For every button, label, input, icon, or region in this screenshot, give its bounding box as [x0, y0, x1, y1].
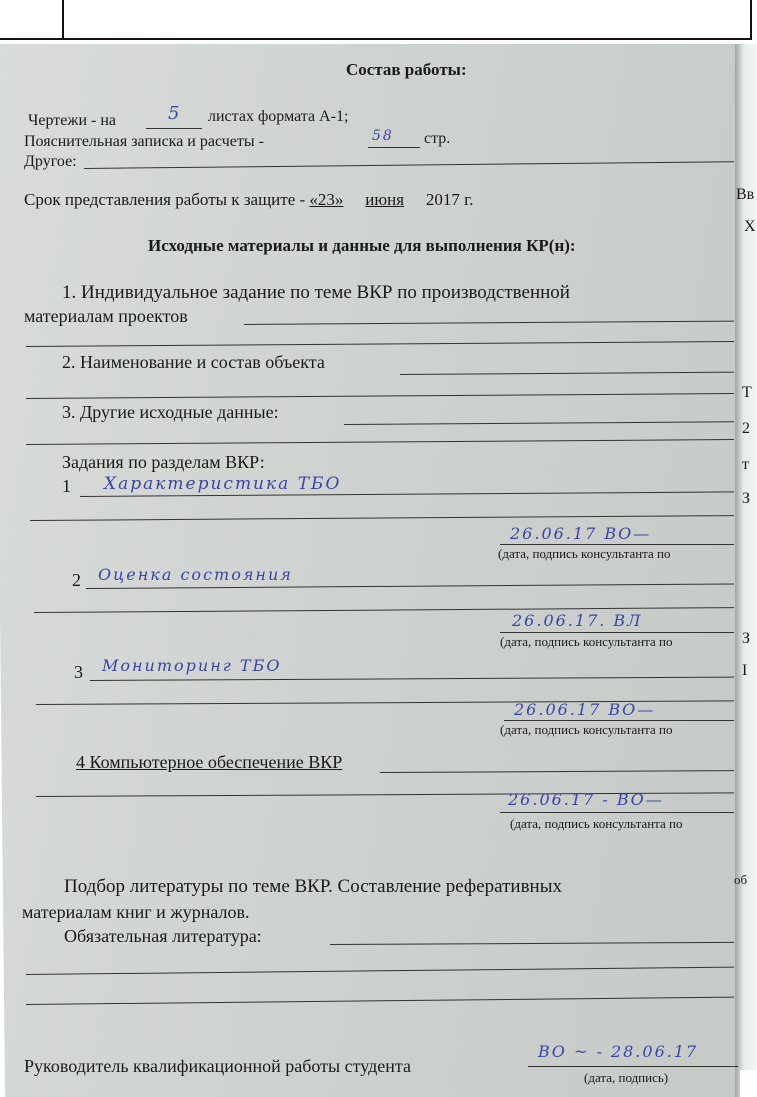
item1-text: 1. Индивидуальное задание по теме ВКР по производственной — [62, 282, 570, 303]
item3-text: 3. Другие исходные данные: — [62, 402, 279, 422]
task1-caption: (дата, подпись консультанта по — [498, 546, 671, 561]
edge-fragment-5: т — [742, 456, 749, 473]
task3-number: 3 — [74, 662, 83, 682]
notes-line — [368, 147, 420, 148]
edge-fragment-3: Т — [742, 384, 752, 401]
edge-fragment-8: I — [742, 662, 748, 679]
item2-text: 2. Наименование и состав объекта — [62, 352, 325, 372]
task3-caption: (дата, подпись консультанта по — [500, 722, 673, 737]
tasks-label: Задания по разделам ВКР: — [62, 452, 265, 472]
task2-signature: 26.06.17. ВЛ — [512, 611, 643, 630]
task3-sign-line — [504, 720, 734, 721]
required-literature-label: Обязательная литература: — [64, 926, 262, 946]
supervisor-caption: (дата, подпись) — [584, 1070, 669, 1085]
initial-data-heading: Исходные материалы и данные для выполнения КР(н): — [148, 236, 576, 255]
supervisor-label: Руководитель квалификационной работы студента — [24, 1056, 411, 1076]
task3-text: Мониторинг ТБО — [102, 656, 282, 675]
drawings-label: Чертежи - на — [28, 112, 116, 129]
task1-text: Характеристика ТБО — [104, 474, 342, 494]
edge-fragment-7: З — [742, 630, 751, 647]
literature-text-cont: материалам книг и журналов. — [22, 902, 250, 922]
task4-signature: 26.06.17 - ВО— — [508, 790, 664, 809]
deadline-label: Срок представления работы к защите - — [24, 190, 306, 209]
task2-sign-line — [500, 632, 734, 633]
edge-fragment-9: об — [734, 872, 748, 887]
task2-caption: (дата, подпись консультанта по — [500, 634, 673, 649]
task1-signature: 26.06.17 ВО— — [510, 524, 652, 543]
task3-signature: 26.06.17 ВО— — [514, 700, 656, 719]
drawings-line — [146, 128, 202, 129]
section-title: Состав работы: — [346, 60, 467, 79]
notes-suffix: стр. — [424, 130, 451, 147]
literature-text: Подбор литературы по теме ВКР. Составление реферативных — [64, 876, 562, 897]
supervisor-signature: ВО ~ - 28.06.17 — [538, 1042, 699, 1061]
notes-value: 58 — [372, 128, 394, 144]
deadline-year: 2017 г. — [425, 190, 474, 209]
deadline-month: июня — [365, 190, 405, 209]
edge-fragment-4: 2 — [742, 420, 750, 437]
other-label: Другое: — [24, 153, 77, 170]
task2-number: 2 — [72, 570, 81, 590]
notes-label: Пояснительная записка и расчеты - — [24, 133, 264, 150]
task1-number: 1 — [62, 476, 71, 496]
edge-fragment-2: Х — [744, 218, 756, 235]
task4-caption: (дата, подпись консультанта по — [510, 816, 683, 831]
item1-text-cont: материалам проектов — [24, 306, 188, 326]
task4-text: 4 Компьютерное обеспечение ВКР — [76, 752, 343, 772]
header-line — [0, 38, 64, 40]
task1-sign-line — [500, 544, 734, 545]
edge-fragment-1: Вв — [736, 186, 755, 203]
task4-sign-line — [500, 812, 734, 813]
drawings-value: 5 — [168, 103, 182, 124]
supervisor-sign-line — [528, 1066, 738, 1067]
drawings-suffix: листах формата А-1; — [208, 108, 349, 125]
corner-white — [740, 1070, 757, 1097]
deadline-day: «23» — [309, 190, 344, 209]
header-frame — [62, 0, 752, 40]
task2-text: Оценка состояния — [98, 565, 293, 584]
edge-fragment-6: З — [742, 490, 751, 507]
